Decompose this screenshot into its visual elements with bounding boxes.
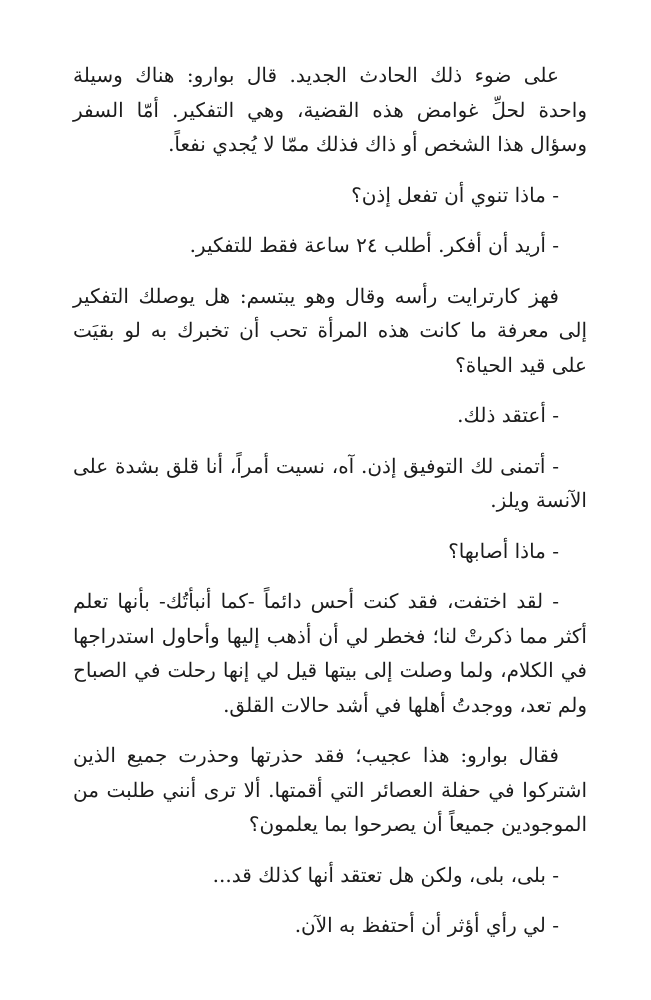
book-page: [73, 58, 587, 959]
paragraph-3: - أريد أن أفكر. أطلب ٢٤ ساعة فقط للتفكير.: [189, 233, 559, 257]
paragraph-1: على ضوء ذلك الحادث الجديد. قال بوارو: هناك وسيلة واحدة لحلِّ غوامض هذه القضية، وهي التفكير. أمّا السفر وسؤال هذا الشخص أو ذاك فذلك ممّا لا يُجدي نفعاً.: [73, 63, 587, 156]
paragraph-8: - لقد اختفت، فقد كنت أحس دائماً -كما أنبأتُك- بأنها تعلم أكثر مما ذكرتْ لنا؛ فخطر لي أن أذهب إليها وأحاول استدراجها في الكلام، ولما وصلت إلى بيتها قيل لي إنها رحلت في الصباح ولم تعد، ووجدتُ أهلها في أشد حالات القلق.: [73, 589, 587, 717]
paragraph-7: - ماذا أصابها؟: [448, 538, 559, 563]
paragraph-2: - ماذا تنوي أن تفعل إذن؟: [351, 182, 559, 207]
paragraph-4: فهز كارترايت رأسه وقال وهو يبتسم: هل يوصلك التفكير إلى معرفة ما كانت هذه المرأة تحب أن تخبرك به لو بقيَت على قيد الحياة؟: [73, 283, 587, 377]
paragraph-9: فقال بوارو: هذا عجيب؛ فقد حذرتها وحذرت جميع الذين اشتركوا في حفلة العصائر التي أقمتها. ألا ترى أنني طلبت من الموجودين جميعاً أن يصرحوا بما يعلمون؟: [73, 743, 587, 836]
paragraph-11: - لي رأي أؤثر أن أحتفظ به الآن.: [294, 913, 559, 937]
paragraph-5: - أعتقد ذلك.: [457, 403, 559, 427]
paragraph-10: - بلى، بلى، ولكن هل تعتقد أنها كذلك قد...: [212, 862, 559, 887]
paragraph-6: - أتمنى لك التوفيق إذن. آه، نسيت أمراً، أنا قلق بشدة على الآنسة ويلز.: [73, 453, 587, 512]
